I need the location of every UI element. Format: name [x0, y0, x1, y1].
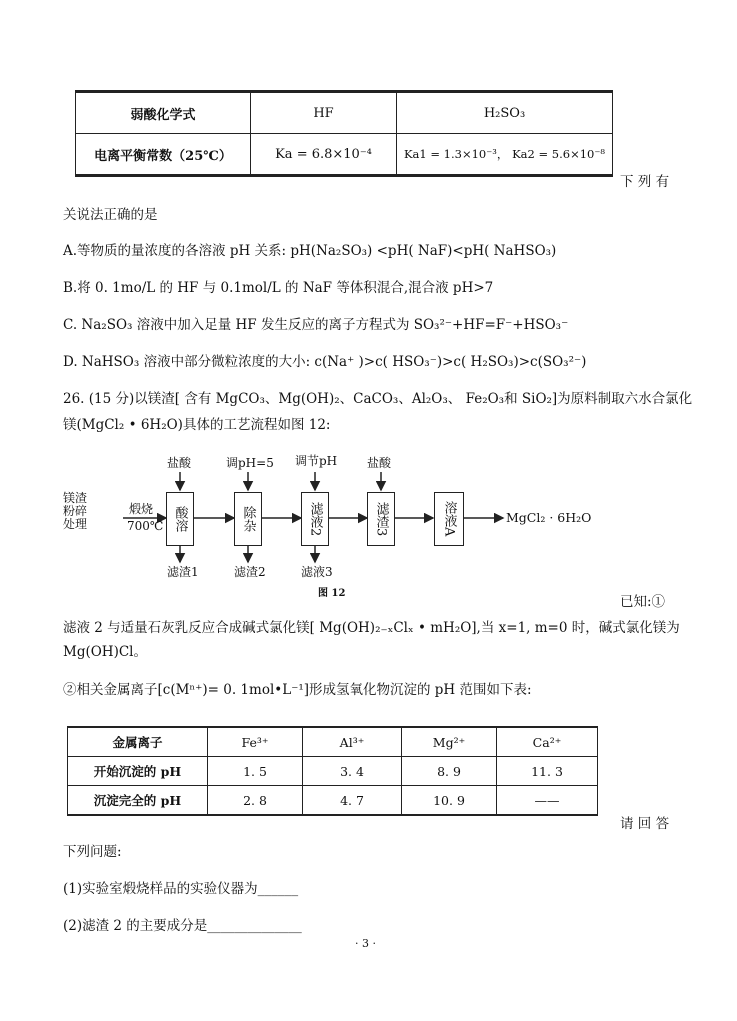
table-cell: 2. 8	[208, 786, 303, 816]
precipitation-ph-table	[67, 726, 598, 816]
table-cell: 4. 7	[303, 786, 402, 816]
table-header-cell: H₂SO₃	[397, 92, 613, 134]
page-number: · 3 ·	[355, 937, 376, 950]
residue-label: 滤渣1	[167, 565, 199, 579]
table-cell: 11. 3	[497, 757, 598, 786]
calcine-label: 煅烧	[129, 502, 154, 516]
reagent-label: 盐酸	[167, 456, 192, 470]
process-flow-diagram	[63, 450, 673, 600]
table-header-cell: 金属离子	[68, 727, 208, 757]
solution-a-box: 溶液A	[434, 492, 464, 546]
table-row	[68, 727, 598, 757]
reagent-label: 调pH=5	[226, 456, 274, 470]
table-cell: 开始沉淀的 pH	[68, 757, 208, 786]
flow-start-text: 粉碎	[63, 504, 88, 518]
reagent-label: 调节pH	[295, 454, 338, 468]
ionization-constant-table	[75, 90, 613, 177]
table-cell: Ka1 = 1.3×10⁻³， Ka2 = 5.6×10⁻⁸	[397, 134, 613, 176]
option-c: C. Na₂SO₃ 溶液中加入足量 HF 发生反应的离子方程式为 SO₃²⁻+HF=F⁻+HSO₃⁻	[63, 317, 569, 333]
acid-dissolve-box: 酸溶	[166, 492, 194, 546]
question-2: (2)滤渣 2 的主要成分是______________	[63, 918, 302, 934]
question-26-text: 26. (15 分)以镁渣[ 含有 MgCO₃、Mg(OH)₂、CaCO₃、Al₂O₃、 Fe₂O₃和 SiO₂]为原料制取六水合氯化	[63, 391, 693, 407]
table-row	[76, 134, 613, 176]
table-header-cell: 弱酸化学式	[76, 92, 251, 134]
table-cell: Ka = 6.8×10⁻⁴	[251, 134, 397, 176]
residue-label: 滤液3	[301, 565, 333, 579]
product-label: MgCl₂ · 6H₂O	[506, 510, 592, 525]
table-cell: 沉淀完全的 pH	[68, 786, 208, 816]
flow-start-text: 处理	[63, 517, 88, 531]
table-cell: 3. 4	[303, 757, 402, 786]
option-d: D. NaHSO₃ 溶液中部分微粒浓度的大小: c(Na⁺ )>c( HSO₃⁻)>c( H₂SO₃)>c(SO₃²⁻)	[63, 354, 587, 370]
question-1: (1)实验室煅烧样品的实验仪器为______	[63, 881, 299, 897]
flow-start	[63, 492, 87, 531]
table-header-cell: Fe³⁺	[208, 727, 303, 757]
table-header-cell: Al³⁺	[303, 727, 402, 757]
table-row	[68, 786, 598, 816]
table-header-cell: HF	[251, 92, 397, 134]
figure-caption: 图 12	[318, 588, 346, 599]
answer-prompt: 下列问题:	[63, 844, 122, 860]
known-condition-1: 滤液 2 与适量石灰乳反应合成碱式氯化镁[ Mg(OH)₂₋ₓClₓ • mH₂O],当 x=1, m=0 时，碱式氯化镁为	[63, 620, 680, 636]
filtrate-2-box: 滤液2	[301, 492, 329, 546]
known-label: 已知:①	[620, 594, 666, 610]
table-row	[68, 757, 598, 786]
table-cell: 10. 9	[402, 786, 497, 816]
table-header-cell: Mg²⁺	[402, 727, 497, 757]
answer-prompt: 请 回 答	[620, 816, 670, 832]
question-intro: 下 列 有	[620, 174, 670, 190]
impurity-removal-box: 除杂	[234, 492, 262, 546]
flow-start-text: 镁渣	[63, 491, 88, 505]
reagent-label: 盐酸	[367, 456, 392, 470]
table-cell: 8. 9	[402, 757, 497, 786]
residue-label: 滤渣2	[234, 565, 266, 579]
table-cell: 1. 5	[208, 757, 303, 786]
known-condition-2: ②相关金属离子[c(Mⁿ⁺)= 0. 1mol•L⁻¹]形成氢氧化物沉淀的 pH 范围如下表:	[63, 682, 532, 698]
option-b: B.将 0. 1mo/L 的 HF 与 0.1mol/L 的 NaF 等体积混合,混合液 pH>7	[63, 280, 494, 296]
table-header-cell: Ca²⁺	[497, 727, 598, 757]
residue-3-box: 滤渣3	[367, 492, 395, 546]
question-intro: 关说法正确的是	[63, 207, 158, 223]
temperature-label: 700℃	[127, 519, 164, 533]
table-row	[76, 92, 613, 134]
table-cell: 电离平衡常数（25℃）	[76, 134, 251, 176]
known-condition-1: Mg(OH)Cl。	[63, 644, 147, 660]
option-a: A.等物质的量浓度的各溶液 pH 关系: pH(Na₂SO₃) <pH( NaF)<pH( NaHSO₃)	[63, 243, 557, 259]
table-cell: ——	[497, 786, 598, 816]
question-26-text: 镁(MgCl₂ • 6H₂O)具体的工艺流程如图 12:	[63, 417, 331, 433]
